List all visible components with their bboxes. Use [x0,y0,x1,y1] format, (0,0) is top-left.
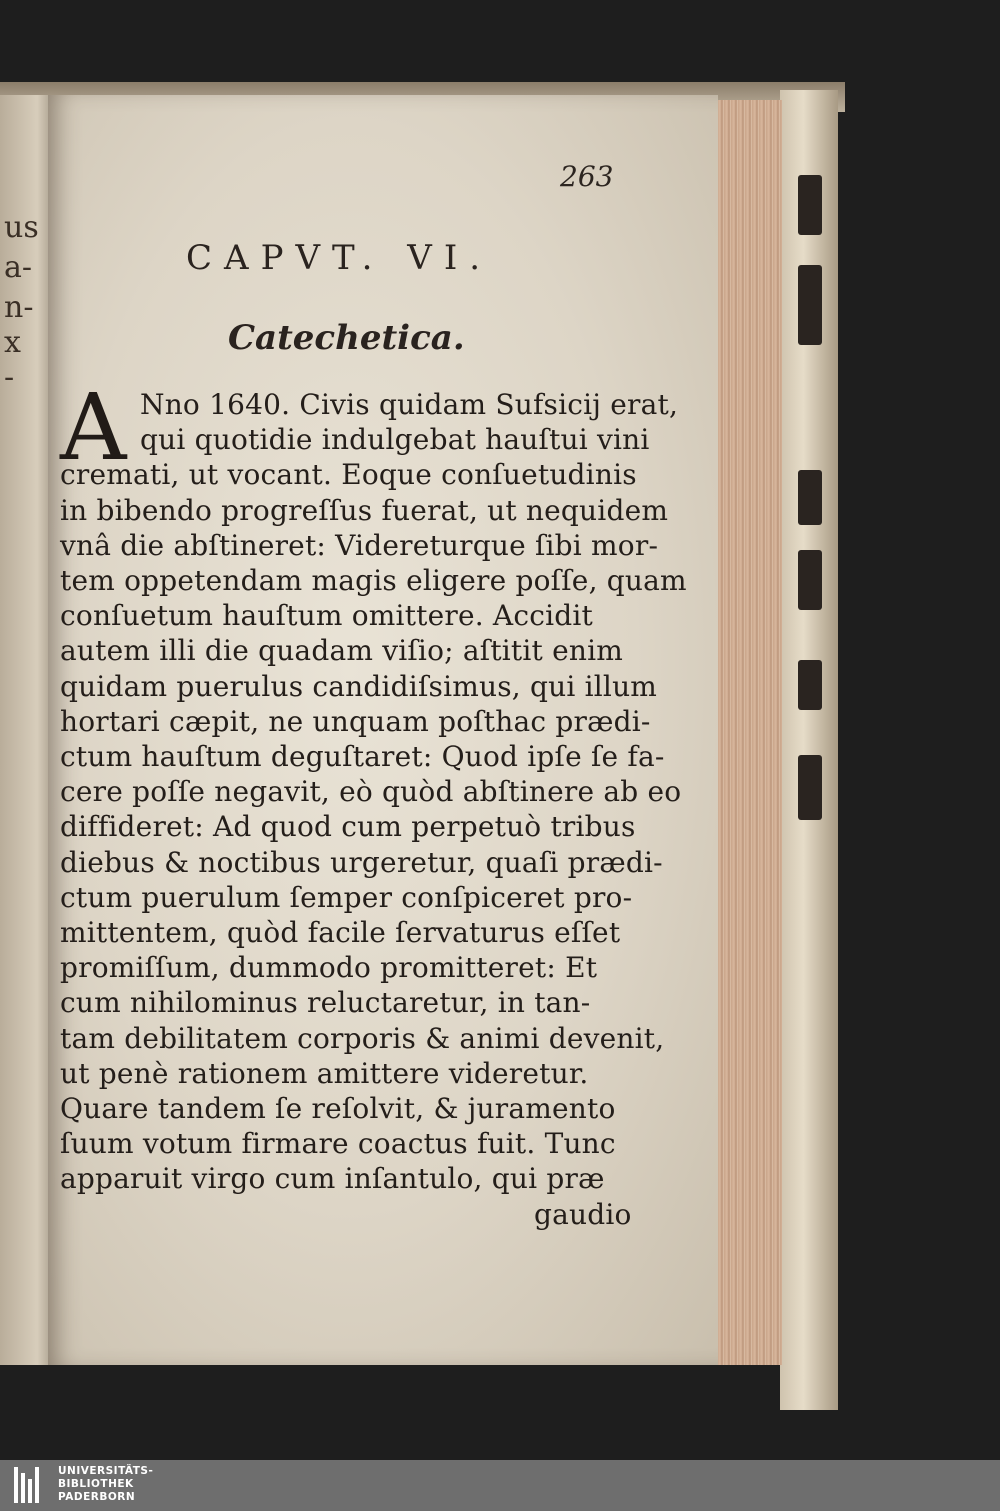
text-line: apparuit virgo cum inſantulo, qui præ [60,1162,605,1196]
cover-letter-mark [798,265,822,345]
left-page-fragment: x [4,325,21,360]
cover-letter-mark [798,755,822,820]
text-line: ut penè rationem amittere videretur. [60,1056,589,1090]
cover-letter-mark [798,660,822,710]
text-line: in bibendo progreſſus fuerat, ut nequidem [60,493,669,527]
text-line: cum nihilominus reluctaretur, in tan- [60,986,591,1020]
text-line: quidam puerulus candidiſsimus, qui illum [60,669,658,703]
page-block-edge [710,100,782,1365]
text-line: Quare tandem ſe reſolvit, & juramento [60,1092,616,1125]
library-footer [0,1460,1000,1511]
text-line: tam debilitatem corporis & animi devenit, [60,1021,665,1055]
cover-letter-mark [798,550,822,610]
cover-letter-mark [798,470,822,525]
text-line: ſuum votum firmare coactus fuit. Tunc [60,1127,616,1161]
text-line: diebus & noctibus urgeretur, quaſi prædi- [60,845,663,879]
drop-capital: A [60,374,127,481]
text-line: mittentem, quòd facile ſervaturus eſſet [60,916,621,949]
text-line: hortari cæpit, ne unquam poſthac prædi- [60,704,651,738]
text-line: autem illi die quadam viſio; aſtitit enim [60,634,624,668]
text-line: conſuetum hauſtum omittere. Accidit [60,599,593,633]
text-line: promiſſum, dummodo promitteret: Et [60,951,598,985]
text-line: ctum hauſtum deguſtaret: Quod ipſe ſe fa- [60,740,665,773]
text-line: cere poſſe negavit, eò quòd abſtinere ab eo [60,775,682,809]
library-logo-text: UNIVERSITÄTS- BIBLIOTHEK PADERBORN [58,1465,154,1503]
chapter-subheading: Catechetica. [228,318,465,358]
left-page-fragment: - [4,360,15,395]
text-line: vnâ die abſtineret: Videreturque ſibi mor- [60,528,659,562]
left-page-fragment: n- [4,290,34,325]
catchword: gaudio [534,1197,632,1231]
chapter-heading: CAPVT. VI. [186,238,493,278]
text-line: tem oppetendam magis eligere poſſe, quam [60,564,687,597]
library-logo-icon [14,1467,50,1503]
text-line: qui quotidie indulgebat hauſtui vini [140,423,650,457]
text-line: Nno 1640. Civis quidam Sufsicij erat, [140,388,679,421]
book-cover-right [780,90,838,1410]
text-line: cremati, ut vocant. Eoque conſuetudinis [60,458,637,492]
page-number: 263 [560,160,614,193]
left-page-fragment: us [4,210,39,245]
cover-letter-mark [798,175,822,235]
text-line: diffideret: Ad quod cum perpetuò tribus [60,810,636,844]
text-line: ctum puerulum ſemper conſpiceret pro- [60,880,633,914]
left-page-fragment: a- [4,250,33,285]
